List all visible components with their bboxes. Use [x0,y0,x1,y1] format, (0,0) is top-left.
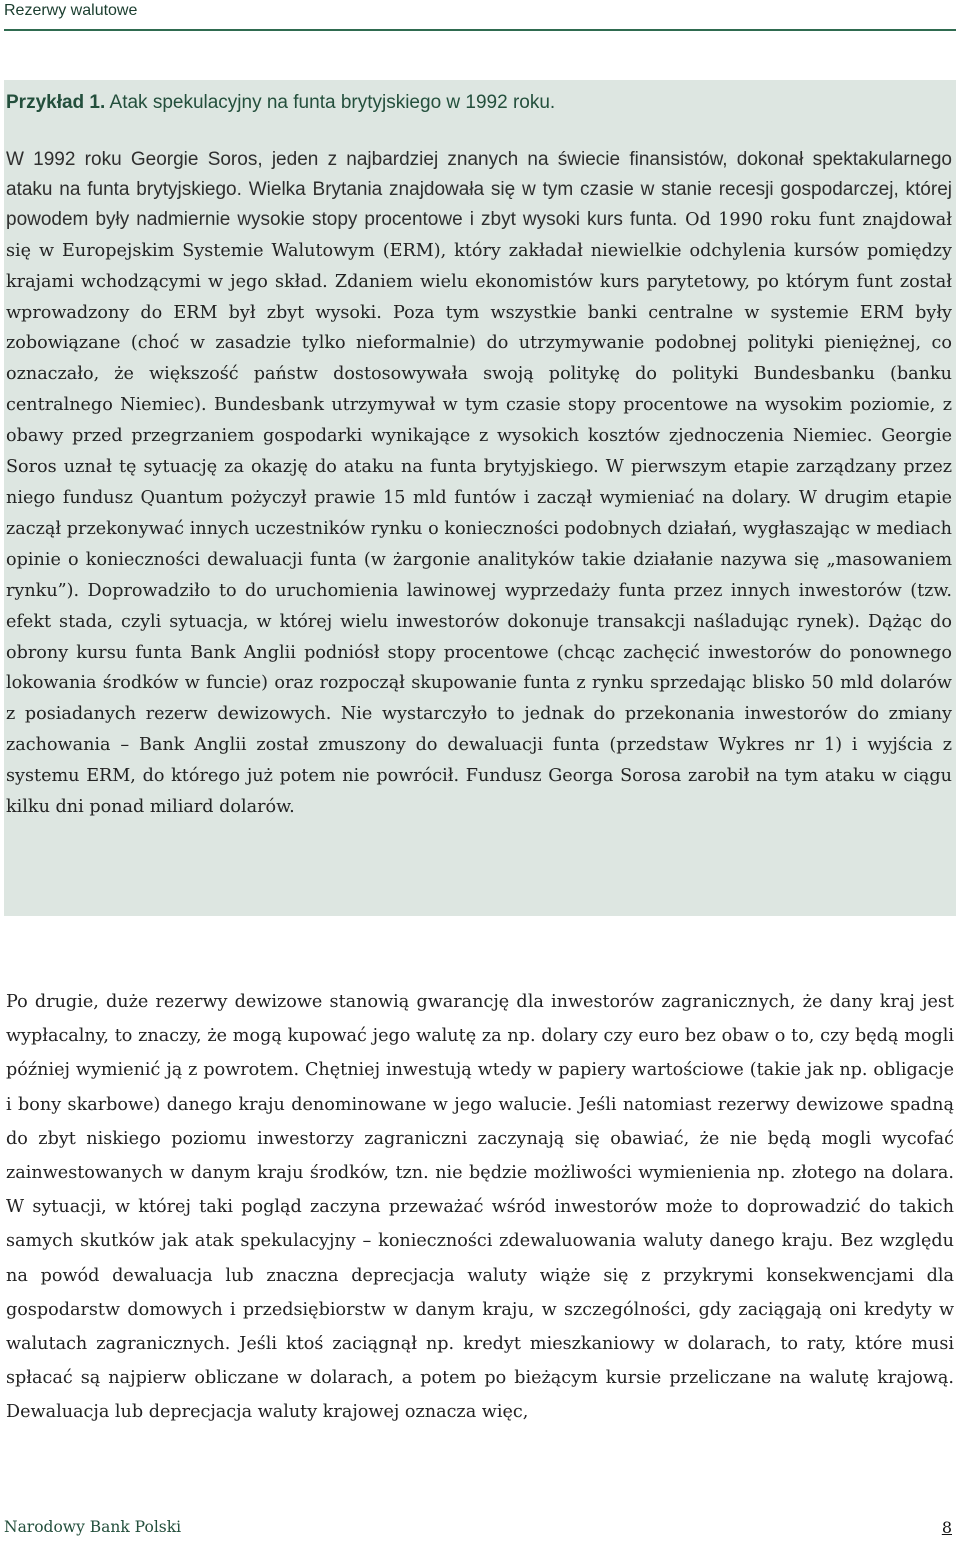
example-heading: Atak spekulacyjny na funta brytyjskiego w 1992 roku. [109,92,556,113]
page-number: 8 [941,1518,952,1537]
example-paragraph [6,145,952,823]
example-label: Przykład 1. [6,92,106,113]
example-title [6,90,952,116]
main-paragraph: Po drugie, duże rezerwy dewizowe stanowią gwarancję dla inwestorów zagranicznych, że dany kraj jest wypłacalny, to znaczy, że mogą kupować jego walutę za np. dolary czy euro bez obaw o to, czy będą mogli później wymienić ją z powrotem. Chętniej inwestują wtedy w papiery wartościowe (takie jak np. obligacje i bony skarbowe) danego kraju denominowane w jego walucie. Jeśli natomiast rezerwy dewizowe spadną do zbyt niskiego poziomu inwestorzy zagraniczni zaczynają się obawiać, że nie będą mogli wycofać zainwestowanych w danym kraju środków, tzn. nie będzie możliwości wymienienia np. złotego na dolara. W sytuacji, w której taki pogląd zaczyna przeważać wśród inwestorów może to doprowadzić do takich samych skutków jak atak spekulacyjny – konieczności zdewaluowania waluty danego kraju. Bez względu na powód dewaluacja lub znaczna deprecjacja waluty wiąże się z przykrymi konsekwencjami dla gospodarstw domowych i przedsiębiorstw w danym kraju, w szczególności, gdy zaciągają oni kredyty w walutach zagranicznych. Jeśli ktoś zaciągnął np. kredyt mieszkaniowy w dolarach, to raty, które musi spłacać są najpierw obliczane w dolarach, a potem po bieżącym kursie przeliczane na walutę krajową. Dewaluacja lub deprecjacja waluty krajowej oznacza więc, [6,992,954,1423]
header-divider [4,29,956,31]
example-paragraph-body: Od 1990 roku funt znajdował się w Europejskim Systemie Walutowym (ERM), który zakładał niewielkie odchylenia kursów pomiędzy krajami wchodzącymi w jego skład. Zdaniem wielu ekonomistów kurs parytetowy, po którym funt został wprowadzony do ERM był zbyt wysoki. Poza tym wszystkie banki centralne w systemie ERM były zobowiązane (choć w zasadzie tylko nieformalnie) do utrzymywanie podobnej polityki pieniężnej, co oznaczało, że większość państw dostosowywała swoją politykę do polityki Bundesbanku (banku centralnego Niemiec). Bundesbank utrzymywał w tym czasie stopy procentowe na wysokim poziomie, z obawy przed przegrzaniem gospodarki wynikające z wysokich kosztów zjednoczenia Niemiec. Georgie Soros uznał tę sytuację za okazję do ataku na funta brytyjskiego. W pierwszym etapie zarządzany przez niego fundusz Quantum pożyczył prawie 15 mld funtów i zaczął wymieniać na dolary. W drugim etapie zaczął przekonywać innych uczestników rynku o konieczności podobnych działań, wygłaszając w mediach opinie o konieczności dewaluacji funta (w żargonie analityków takie działanie nazywa się „masowaniem rynku”). Doprowadziło to do uruchomienia lawinowej wyprzedaży funta przez innych inwestorów (tzw. efekt stada, czyli sytuacja, w której wielu inwestorów dokonuje transakcji naśladując rynek). Dążąc do obrony kursu funta Bank Anglii podniósł stopy procentowe (chcąc zachęcić inwestorów do ponownego lokowania środków w funcie) oraz rozpoczął skupowanie funta z rynku sprzedając blisko 50 mld dolarów z posiadanych rezerw dewizowych. Nie wystarczyło to jednak do przekonania inwestorów do zmiany zachowania – Bank Anglii został zmuszony do dewaluacji funta (przedstaw Wykres nr 1) i wyjścia z systemu ERM, do którego już potem nie powrócił. Fundusz Georga Sorosa zarobił na tym ataku w ciągu kilku dni ponad miliard dolarów. [6,209,952,818]
running-header: Rezerwy walutowe [4,2,138,19]
footer-publisher: Narodowy Bank Polski [4,1518,182,1536]
example-paragraph-intro: W 1992 roku Georgie Soros, jeden z najbardziej znanych na świecie finansistów, dokonał spektakularnego ataku na funta brytyjskiego. Wielka Brytania znajdowała się w tym czasie w stanie recesji gospodarczej, której powodem były nadmiernie wysokie stopy procentowe i zbyt wysoki kurs funta. [6,149,952,230]
